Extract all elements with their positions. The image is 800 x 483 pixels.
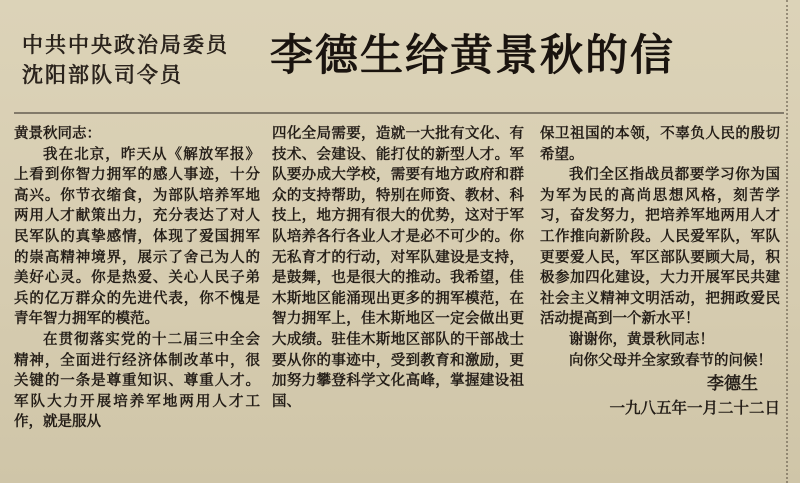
article-title: 李德生给黄景秋的信 <box>270 31 675 81</box>
letter-date: 一九八五年一月二十二日 <box>609 398 780 418</box>
paragraph-2-text-a: 在贯彻落实党的十二届三中全会精神，全面进行经济体制改革中，很关键的一条是尊重知识、尊重人才。军队大力开展培养军地两用人才工作，就是服从 <box>14 331 260 431</box>
paragraph-2-text-b: 四化全局需要，造就一大批有文化、有技术、会建设、能打仗的新型人才。军队要办成大学校，需要有地方政府和群众的支持帮助，特别在师资、教材、科技上，地方拥有很大的优势，这对于军队培养各行各业人才是必不可少的。你无私育才的行动，对军队建设是支持，是鼓舞，也是很大的推动。我希望，佳木斯地区能涌现出更多的拥军模范，在智力拥军上，佳木斯地区一定会做出更大成绩。驻佳木斯地区部队的干部战士要从你的事迹中，受到教育和激励，更加努力攀登科学文化高峰，掌握建设祖国、 <box>272 126 524 410</box>
paragraph-1: 我在北京，昨天从《解放军报》上看到你智力拥军的感人事迹，十分高兴。你节衣缩食，为部队培养军地两用人才献策出力，充分表达了对人民军队的真挚感情，体现了爱国拥军的崇高精神境界，展示了舍己为人的美好心灵。你是热爱、关心人民子弟兵的亿万群众的先进代表，你不愧是青年智力拥军的模范。 <box>14 146 260 328</box>
paragraph-2-text-c: 保卫祖国的本领，不辜负人民的殷切希望。 <box>540 126 780 163</box>
paragraph-2-part-1 <box>14 330 260 433</box>
paragraph-5: 向你父母并全家致春节的问候！ <box>569 352 772 369</box>
text-column-1 <box>14 124 260 433</box>
subtitle-line-2: 沈阳部队司令员 <box>22 63 183 87</box>
text-column-2 <box>272 124 524 412</box>
paragraph-2-part-2 <box>272 124 524 412</box>
author-titles <box>22 30 252 90</box>
header-rule <box>14 112 784 114</box>
text-column-3 <box>540 124 780 419</box>
paragraph-2-part-3 <box>540 124 780 165</box>
subtitle-line-1: 中共中央政治局委员 <box>22 33 229 57</box>
salutation <box>14 124 260 145</box>
signature: 李德生 <box>707 374 758 395</box>
page-edge <box>786 0 794 483</box>
paragraph-3: 我们全区指战员都要学习你为国为军为民的高尚思想风格，刻苦学习，奋发努力，把培养军地两用人才工作推向新阶段。人民爱军队，军队更要爱人民，军区部队要顾大局，积极参加四化建设，大力开展军民共建社会主义精神文明活动，把拥政爱民活动提高到一个新水平！ <box>540 167 780 328</box>
paragraph-4: 谢谢你，黄景秋同志！ <box>569 331 714 348</box>
salutation-text: 黄景秋同志： <box>14 126 101 142</box>
